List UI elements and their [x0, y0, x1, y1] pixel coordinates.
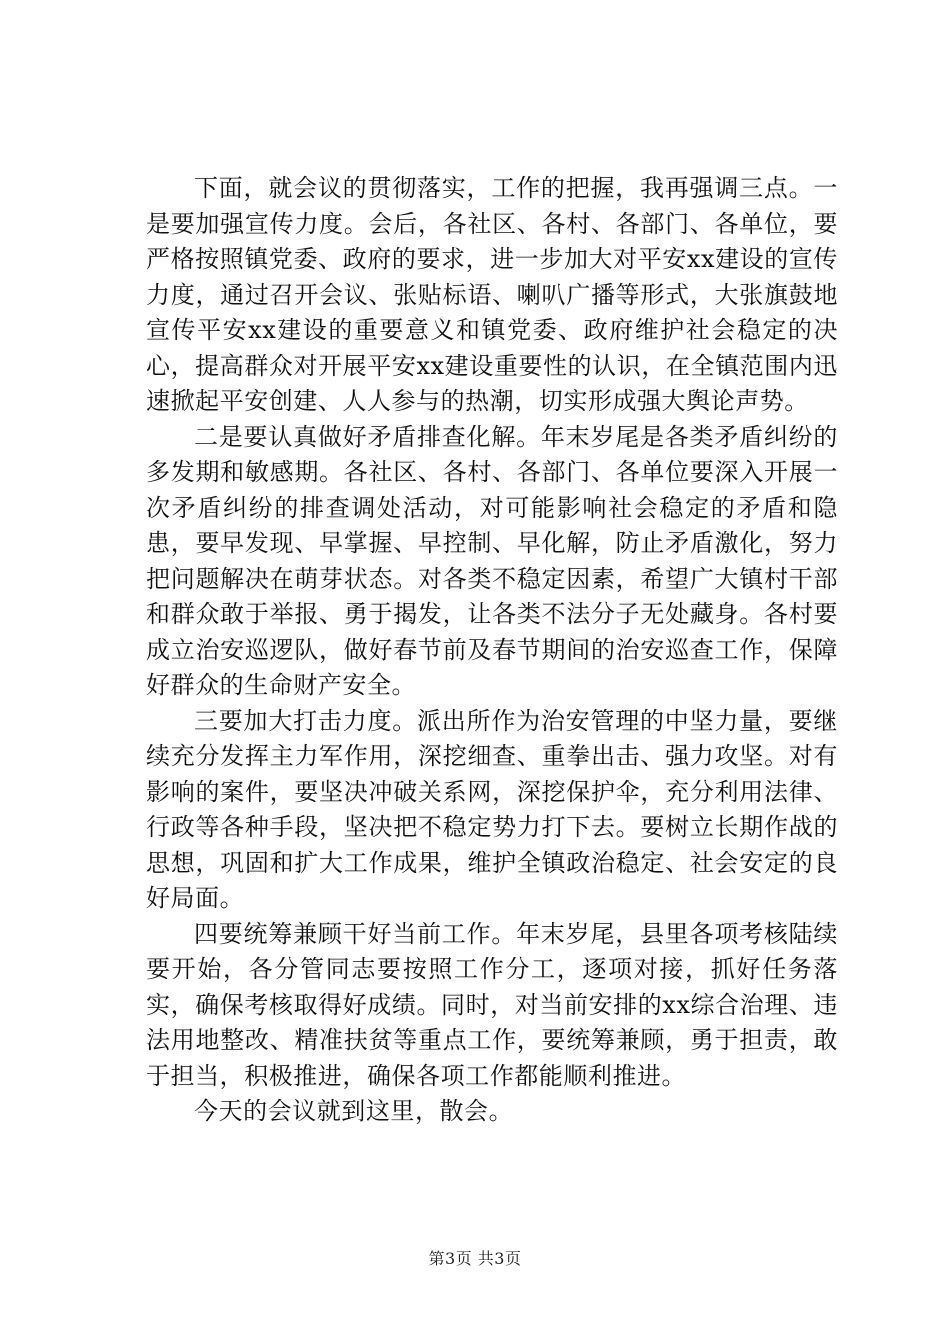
- paragraph-closing: 今天的会议就到这里，散会。: [194, 1097, 514, 1125]
- paragraph-current-work: 四要统筹兼顾干好当前工作。年末岁尾，县里各项考核陆续要开始，各分管同志要按照工作分工，逐项对接，抓好任务落实，确保考核取得好成绩。同时，对当前安排的xx综合治理、违法用地整改、精准扶贫等重点工作，要统筹兼顾，勇于担责，敢于担当，积极推进，确保各项工作都能顺利推进。: [146, 919, 838, 1090]
- document-body: [146, 171, 838, 1130]
- paragraph-intro-publicity: 下面，就会议的贯彻落实，工作的把握，我再强调三点。一是要加强宣传力度。会后，各社区、各村、各部门、各单位，要严格按照镇党委、政府的要求，进一步加大对平安xx建设的宣传力度，通过召开会议、张贴标语、喇叭广播等形式，大张旗鼓地宣传平安xx建设的重要意义和镇党委、政府维护社会稳定的决心，提高群众对开展平安xx建设重要性的认识，在全镇范围内迅速掀起平安创建、人人参与的热潮，切实形成强大舆论声势。: [146, 174, 838, 415]
- paragraph-crackdown: 三要加大打击力度。派出所作为治安管理的中坚力量，要继续充分发挥主力军作用，深挖细查、重拳出击、强力攻坚。对有影响的案件，要坚决冲破关系网，深挖保护伞，充分利用法律、行政等各种手段，坚决把不稳定势力打下去。要树立长期作战的思想，巩固和扩大工作成果，维护全镇政治稳定、社会安定的良好局面。: [146, 706, 838, 912]
- paragraph-conflict-resolution: 二是要认真做好矛盾排查化解。年末岁尾是各类矛盾纠纷的多发期和敏感期。各社区、各村、各部门、各单位要深入开展一次矛盾纠纷的排查调处活动，对可能影响社会稳定的矛盾和隐患，要早发现、早掌握、早控制、早化解，防止矛盾激化，努力把问题解决在萌芽状态。对各类不稳定因素，希望广大镇村干部和群众敢于举报、勇于揭发，让各类不法分子无处藏身。各村要成立治安巡逻队，做好春节前及春节期间的治安巡查工作，保障好群众的生命财产安全。: [146, 422, 838, 699]
- page-number-footer: 第3页 共3页: [428, 1249, 522, 1268]
